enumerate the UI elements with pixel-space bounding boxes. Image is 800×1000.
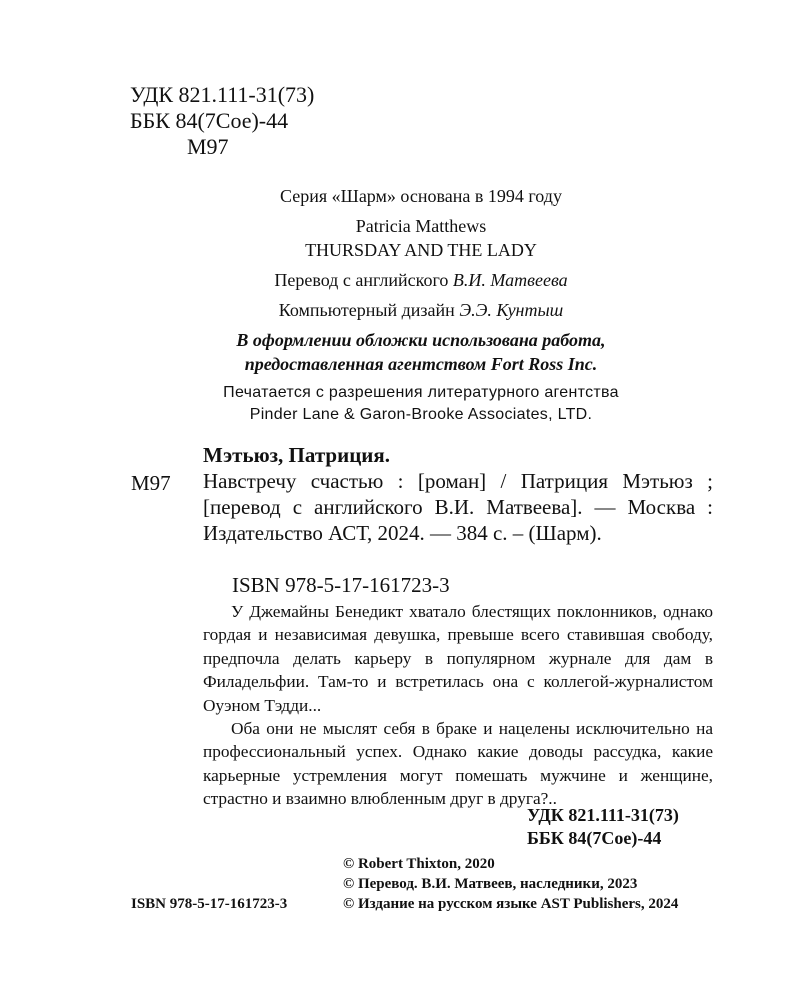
copyright-notices bbox=[343, 854, 678, 914]
classification-block bbox=[130, 82, 314, 160]
isbn: ISBN 978-5-17-161723-3 bbox=[232, 573, 450, 597]
annotation bbox=[203, 600, 713, 811]
permission-line-2: Pinder Lane & Garon-Brooke Associates, LTD. bbox=[249, 406, 593, 423]
translator-name: В.И. Матвеева bbox=[452, 270, 568, 290]
original-title: THURSDAY AND THE LADY bbox=[305, 240, 537, 260]
series-note: Серия «Шарм» основана в 1994 году bbox=[280, 186, 562, 206]
annotation-paragraph-2: Оба они не мыслят себя в браке и нацелены исключительно на профессиональный успех. Однако какие доводы рассудка, какие карьерные устремления могут помешать мужчине и женщине, страстно и взаимно влюбленным друг в друга?.. bbox=[203, 719, 713, 809]
translation-credit bbox=[130, 268, 712, 292]
designer-name: Э.Э. Кунтыш bbox=[459, 300, 564, 320]
footer-isbn: ISBN 978-5-17-161723-3 bbox=[131, 896, 288, 912]
copyright-line-1: © Robert Thixton, 2020 bbox=[343, 856, 495, 872]
design-credit bbox=[130, 298, 712, 322]
cover-credit-line-2: предоставленная агентством Fort Ross Inc. bbox=[244, 354, 598, 374]
bottom-udk: УДК 821.111-31(73) bbox=[527, 805, 679, 825]
credits-block bbox=[130, 184, 712, 426]
record-author-code: М97 bbox=[131, 471, 171, 495]
bibliographic-record: Навстречу счастью : [роман] / Патриция Мэтьюз ; [перевод с английского В.И. Матвеева]. — Москва : Издательство АСТ, 2024. — 384 с. – (Шарм). bbox=[203, 469, 713, 545]
author-code: М97 bbox=[187, 134, 229, 159]
cover-credit-line-1: В оформлении обложки использована работа, bbox=[236, 330, 606, 350]
design-label: Компьютерный дизайн bbox=[278, 300, 460, 320]
copyright-line-3: © Издание на русском языке AST Publishers, 2024 bbox=[343, 896, 679, 912]
bbk-code: ББК 84(7Сое)-44 bbox=[130, 108, 289, 133]
udk-code: УДК 821.111-31(73) bbox=[130, 82, 315, 107]
bottom-classification bbox=[527, 804, 679, 850]
permission-line-1: Печатается с разрешения литературного агентства bbox=[223, 384, 619, 401]
translation-label: Перевод с английского bbox=[274, 270, 453, 290]
author-heading: Мэтьюз, Патриция. bbox=[203, 443, 391, 467]
copyright-line-2: © Перевод. В.И. Матвеев, наследники, 2023 bbox=[343, 876, 638, 892]
bottom-bbk: ББК 84(7Сое)-44 bbox=[527, 828, 662, 848]
annotation-paragraph-1: У Джемайны Бенедикт хватало блестящих поклонников, однако гордая и независимая девушка, превыше всего ставившая свободу, предпочла делать карьеру в популярном журнале для дам в Филадельфии. Там-то и встретилась она с коллегой-журналистом Оуэном Тэдди... bbox=[203, 602, 713, 715]
original-author: Patricia Matthews bbox=[355, 216, 487, 236]
